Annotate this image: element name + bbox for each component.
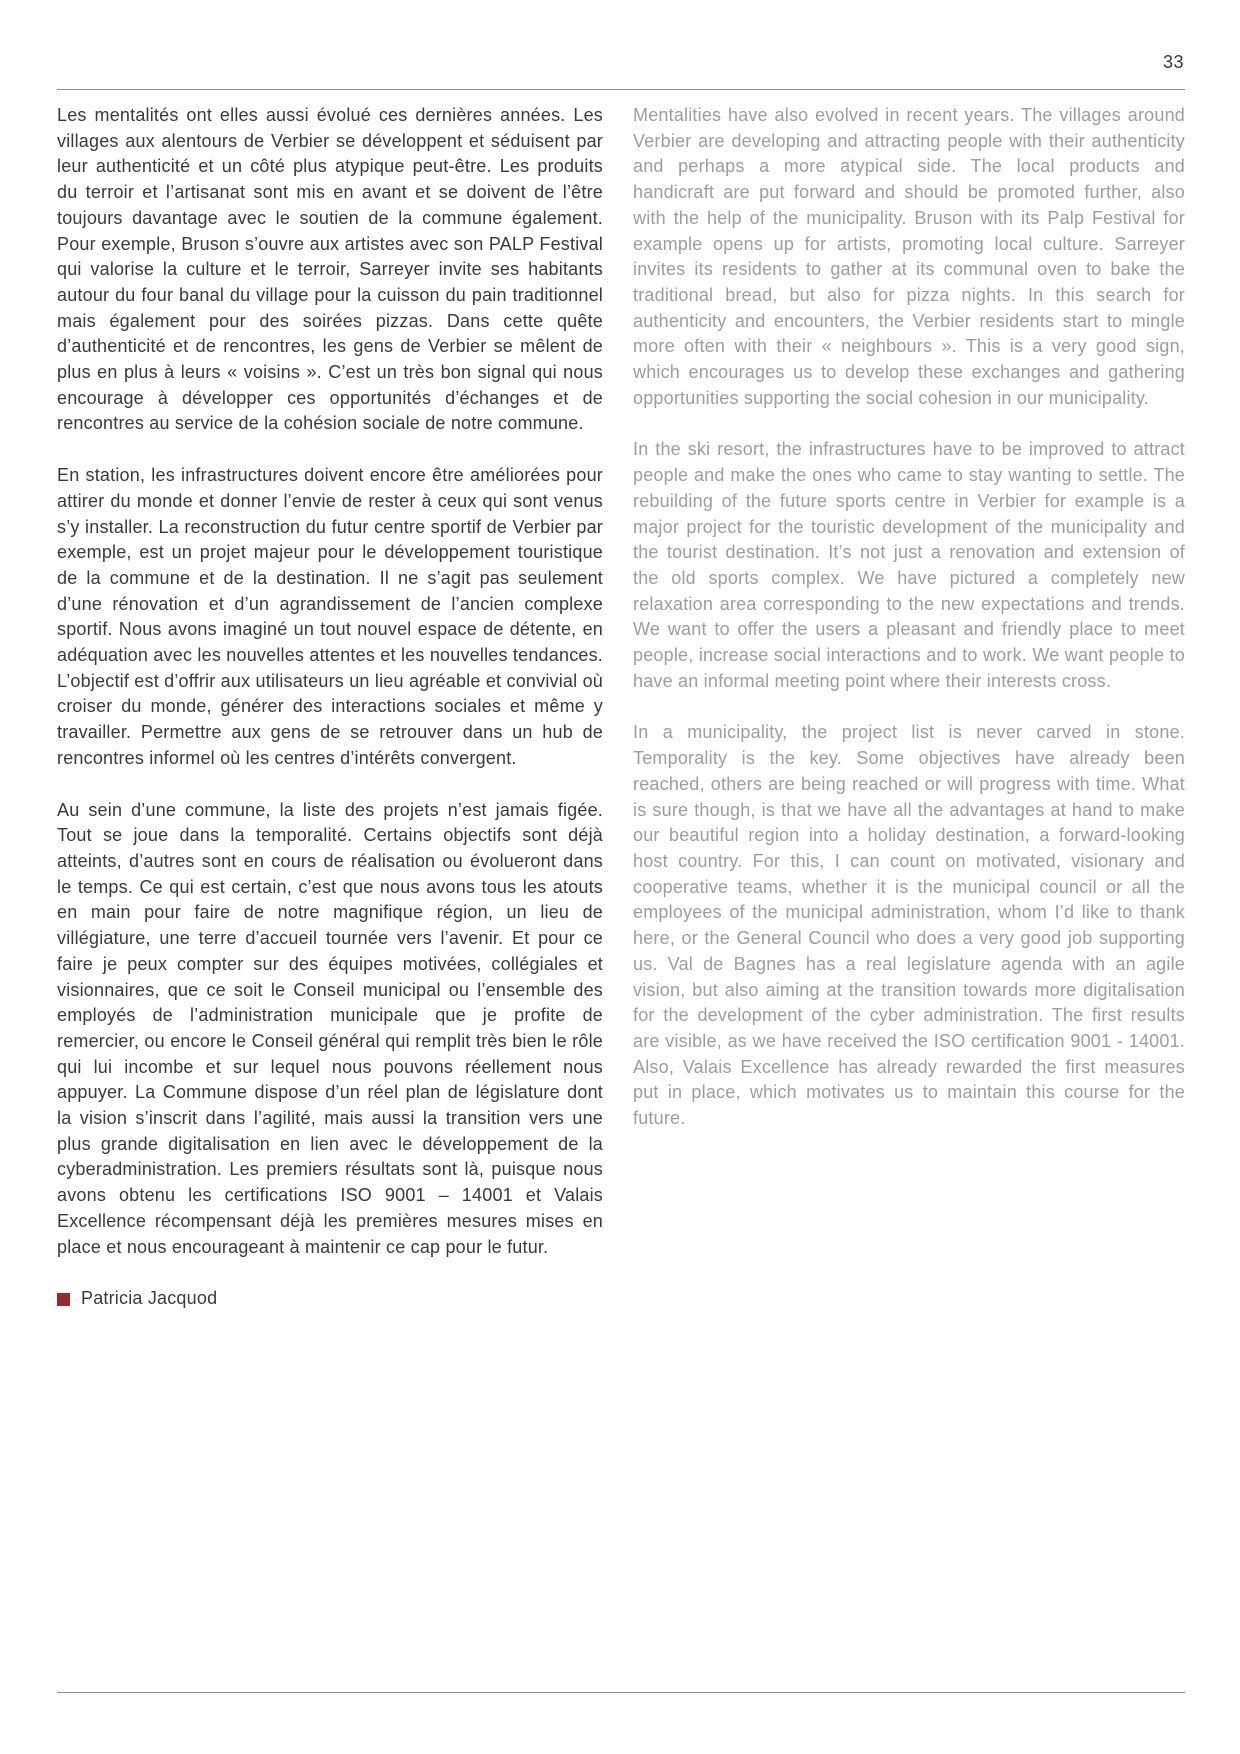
author-byline [57, 1286, 603, 1312]
top-divider [57, 89, 1185, 90]
english-paragraph-2: In the ski resort, the infrastructures have to be improved to attract people and make the ones who came to stay wanting to settle. The rebuilding of the future sports centre in Verbier for example is a major project for the touristic development of the municipality and the tourist destination. It’s not just a renovation and extension of the old sports complex. We have pictured a completely new relaxation area corresponding to the new expectations and trends. We want to offer the users a pleasant and friendly place to meet people, increase social interactions and to work. We want people to have an informal meeting point where their interests cross. [633, 439, 1185, 691]
french-column [57, 103, 603, 1312]
french-paragraph-1: Les mentalités ont elles aussi évolué ces dernières années. Les villages aux alentours de Verbier se développent et séduisent par leur authenticité et un côté plus atypique peut-être. Les produits du terroir et l’artisanat sont mis en avant et se doivent de l’être toujours davantage avec le soutien de la commune également. Pour exemple, Bruson s’ouvre aux artistes avec son PALP Festival qui valorise la culture et le terroir, Sarreyer invite ses habitants autour du four banal du village pour la cuisson du pain traditionnel mais également pour des soirées pizzas. Dans cette quête d’authenticité et de rencontres, les gens de Verbier se mêlent de plus en plus à leurs « voisins ». C’est un très bon signal qui nous encourage à développer ces opportunités d’échanges et de rencontres au service de la cohésion sociale de notre commune. [57, 105, 603, 434]
english-paragraph-1: Mentalities have also evolved in recent years. The villages around Verbier are developing and attracting people with their authenticity and perhaps a more atypical side. The local products and handicraft are put forward and should be promoted further, also with the help of the municipality. Bruson with its Palp Festival for example opens up for artists, promoting local culture. Sarreyer invites its residents to gather at its communal oven to bake the traditional bread, but also for pizza nights. In this search for authenticity and encounters, the Verbier residents start to mingle more often with their « neighbours ». This is a very good sign, which encourages us to develop these exchanges and gathering opportunities supporting the social cohesion in our municipality. [633, 105, 1185, 408]
two-column-article [57, 103, 1185, 1312]
french-paragraph-2: En station, les infrastructures doivent encore être améliorées pour attirer du monde et donner l’envie de rester à ceux qui sont venus s’y installer. La reconstruction du futur centre sportif de Verbier par exemple, est un projet majeur pour le développement touristique de la commune et de la destination. Il ne s’agit pas seulement d’une rénovation et d’un agrandissement de l’ancien complexe sportif. Nous avons imaginé un tout nouvel espace de détente, en adéquation avec les nouvelles attentes et les nouvelles tendances. L’objectif est d’offrir aux utilisateurs un lieu agréable et convivial où croiser du monde, générer des interactions sociales et même y travailler. Permettre aux gens de se retrouver dans un hub de rencontres informel où les centres d’intérêts convergent. [57, 465, 603, 768]
english-paragraph-3: In a municipality, the project list is never carved in stone. Temporality is the key. Some objectives have already been reached, others are being reached or will progress with time. What is sure though, is that we have all the advantages at hand to make our beautiful region into a holiday destination, a forward-looking host country. For this, I can count on motivated, visionary and cooperative teams, whether it is the municipal council or all the employees of the municipal administration, whom I’d like to thank here, or the General Council who does a very good job supporting us. Val de Bagnes has a real legislature agenda with an agile vision, but also aiming at the transition towards more digitalisation for the development of the cyber administration. The first results are visible, as we have received the ISO certification 9001 - 14001. Also, Valais Excellence has already rewarded the first measures put in place, which motivates us to maintain this course for the future. [633, 722, 1185, 1129]
page-number: 33 [1162, 52, 1184, 72]
bottom-divider [57, 1692, 1185, 1693]
author-name: Patricia Jacquod [81, 1288, 218, 1309]
english-column [633, 103, 1185, 1312]
author-bullet-icon [57, 1293, 70, 1306]
french-paragraph-3: Au sein d’une commune, la liste des projets n’est jamais figée. Tout se joue dans la temporalité. Certains objectifs sont déjà atteints, d’autres sont en cours de réalisation ou évolueront dans le temps. Ce qui est certain, c’est que nous avons tous les atouts en main pour faire de notre magnifique région, un lieu de villégiature, une terre d’accueil tournée vers l’avenir. Et pour ce faire je peux compter sur des équipes motivées, collégiales et visionnaires, que ce soit le Conseil municipal ou l’ensemble des employés de l’administration municipale que je profite de remercier, ou encore le Conseil général qui remplit très bien le rôle qui lui incombe et sur lequel nous pouvons réellement nous appuyer. La Commune dispose d’un réel plan de législature dont la vision s’inscrit dans l’agilité, mais aussi la transition vers une plus grande digitalisation en lien avec le développement de la cyberadministration. Les premiers résultats sont là, puisque nous avons obtenu les certifications ISO 9001 – 14001 et Valais Excellence récompensant déjà les premières mesures mises en place et nous encourageant à maintenir ce cap pour le futur. [57, 799, 603, 1257]
